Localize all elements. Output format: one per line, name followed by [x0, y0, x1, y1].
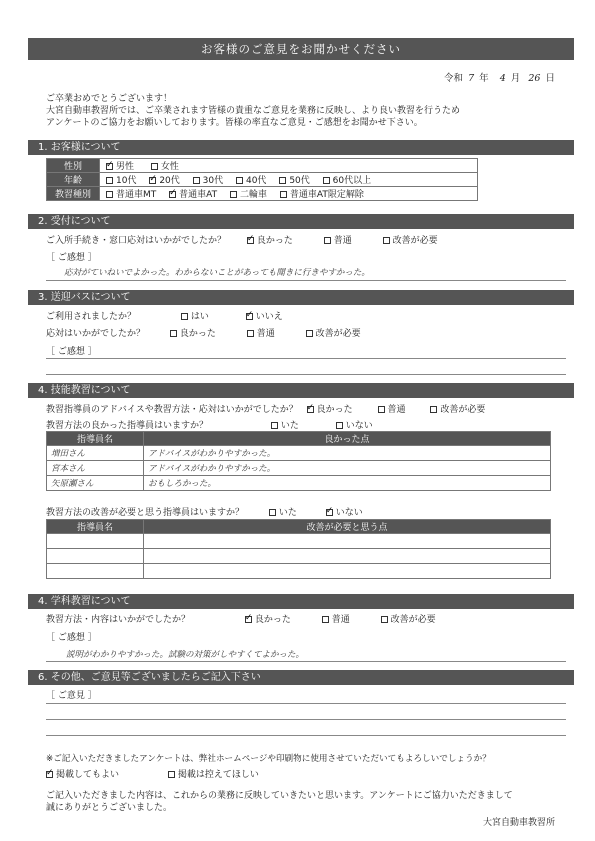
- skill-q2-row: 教習方法の良かった指導員はいますか？ いた いない: [46, 421, 373, 431]
- checkbox-age-50s[interactable]: [279, 177, 286, 184]
- checkbox-publish-no[interactable]: [168, 771, 175, 778]
- table-row: [47, 564, 551, 579]
- checkbox-skill-good[interactable]: [307, 406, 314, 413]
- instructor-name[interactable]: 宮本さん: [47, 461, 144, 476]
- table-row: [47, 549, 551, 564]
- table-row: [47, 461, 551, 476]
- checkbox-academic-good[interactable]: [245, 616, 252, 623]
- divider: [46, 735, 566, 736]
- section-skill: 4. 技能教習について: [28, 383, 574, 398]
- checkbox-reception-good[interactable]: [247, 237, 254, 244]
- era: 令和: [444, 73, 464, 84]
- bad-instructor-table: [46, 519, 551, 579]
- age-label: 年齢: [47, 173, 100, 187]
- good-instructor-table: [46, 431, 551, 491]
- day-unit: 日: [545, 73, 555, 84]
- checkbox-bad-yes[interactable]: [269, 509, 276, 516]
- reception-comment[interactable]: 応対がていねいでよかった。わからないことがあっても聞きに行きやすかった。: [64, 268, 370, 278]
- year-unit: 年: [479, 73, 489, 84]
- divider: [46, 661, 566, 662]
- instructor-point[interactable]: アドバイスがわかりやすかった。: [144, 446, 551, 461]
- checkbox-skill-normal[interactable]: [378, 406, 385, 413]
- checkbox-age-40s[interactable]: [236, 177, 243, 184]
- opinion-label: ［ ご意見 ］: [46, 691, 97, 701]
- checkbox-motorcycle[interactable]: [230, 191, 237, 198]
- checkbox-at-removal[interactable]: [280, 191, 287, 198]
- divider: [46, 374, 566, 375]
- organization-name: 大宮自動車教習所: [482, 818, 555, 828]
- academic-question: 教習方法・内容はいかがでしたか？: [46, 615, 191, 625]
- checkbox-mt[interactable]: [106, 191, 113, 198]
- reception-impression-label: ［ ご感想 ］: [46, 253, 97, 263]
- day-value[interactable]: 26: [528, 73, 541, 84]
- bus-impression-label: ［ ご感想 ］: [46, 347, 97, 357]
- checkbox-age-30s[interactable]: [193, 177, 200, 184]
- divider: [46, 719, 566, 720]
- checkbox-age-10s[interactable]: [106, 177, 113, 184]
- section-other: 6. その他、ご意見等ございましたらご記入下さい: [28, 670, 574, 685]
- divider: [46, 280, 566, 281]
- bus-service-row: 応対はいかがでしたか？ 良かった 普通 改善が必要: [46, 329, 361, 339]
- checkbox-academic-normal[interactable]: [322, 616, 329, 623]
- checkbox-female[interactable]: [151, 163, 158, 170]
- skill-advice-question: 教習指導員のアドバイスや教習方法・応対はいかがでしたか？: [46, 405, 298, 415]
- gender-label: 性別: [47, 159, 100, 173]
- bus-service-question: 応対はいかがでしたか？: [46, 329, 146, 339]
- instructor-name[interactable]: 矢原瀬さん: [47, 476, 144, 491]
- skill-q1-row: 教習指導員のアドバイスや教習方法・応対はいかがでしたか？ ✓ 良かった 普通 改善が必要: [46, 402, 485, 415]
- checkbox-bus-normal[interactable]: [247, 330, 254, 337]
- checkbox-bus-yes[interactable]: [181, 313, 188, 320]
- intro-text: ご卒業おめでとうございます！ 大宮自動車教習所では、ご卒業されます皆様の貴重なご意見を業務に反映し、より良い教習を行うため アンケートのご協力をお願いしております。皆様の率直なご意見・ご感想をお聞かせ下さい。: [46, 94, 461, 128]
- checkbox-male[interactable]: [106, 163, 113, 170]
- instructor-point[interactable]: おもしろかった。: [144, 476, 551, 491]
- good-instructor-question: 教習方法の良かった指導員はいますか？: [46, 421, 209, 431]
- bus-usage-question: ご利用されましたか？: [46, 312, 137, 322]
- section-reception: 2. 受付について: [28, 214, 574, 229]
- academic-question-row: 教習方法・内容はいかがでしたか？ ✓ 良かった 普通 改善が必要: [46, 612, 436, 625]
- checkbox-age-60s[interactable]: [323, 177, 330, 184]
- academic-comment[interactable]: 説明がわかりやすかった。試験の対策がしやすくてよかった。: [66, 650, 305, 660]
- skill-q3-row: 教習方法の改善が必要と思う指導員はいますか？ いた ✓ いない: [46, 505, 363, 518]
- checkbox-bad-no[interactable]: [326, 509, 333, 516]
- year-value[interactable]: 7: [468, 73, 475, 84]
- closing-text: ご記入いただきました内容は、これからの業務に反映していきたいと思います。アンケートにご協力いただきまして 誠にありがとうございました。: [46, 791, 513, 813]
- reception-question: ご入所手続き・窓口応対はいかがでしたか？: [46, 236, 227, 246]
- good-col-point: 良かった点: [144, 432, 551, 446]
- date: [444, 70, 555, 84]
- good-col-name: 指導員名: [47, 432, 144, 446]
- divider: [46, 703, 566, 704]
- instructor-point[interactable]: アドバイスがわかりやすかった。: [144, 461, 551, 476]
- bad-col-name: 指導員名: [47, 520, 144, 534]
- checkbox-reception-normal[interactable]: [324, 237, 331, 244]
- month-unit: 月: [510, 73, 521, 84]
- checkbox-good-no[interactable]: [336, 422, 343, 429]
- checkbox-skill-improve[interactable]: [430, 406, 437, 413]
- table-row: [47, 446, 551, 461]
- checkbox-reception-improve[interactable]: [383, 237, 390, 244]
- table-row: [47, 476, 551, 491]
- checkbox-age-20s[interactable]: [149, 177, 156, 184]
- reception-question-row: ご入所手続き・窓口応対はいかがでしたか？ ✓ 良かった 普通 改善が必要: [46, 233, 438, 246]
- month-value[interactable]: 4: [499, 73, 506, 84]
- section-academic: 4. 学科教習について: [28, 594, 574, 609]
- bad-instructor-question: 教習方法の改善が必要と思う指導員はいますか？: [46, 508, 245, 518]
- customer-table: 性別 ✓ 男性 女性 年齢 10代 ✓ 20代 30代 40代 50代 60代以上 教習種別 普通車MT ✓ 普通車AT 二輪車 普通車AT限定解除: [46, 158, 478, 201]
- form-title: お客様のご意見をお聞かせください: [28, 38, 574, 60]
- consent-question: ※ご記入いただきましたアンケートは、弊社ホームページや印刷物に使用させていただいてもよろしいでしょうか？: [46, 754, 491, 764]
- checkbox-academic-improve[interactable]: [381, 616, 388, 623]
- checkbox-bus-improve[interactable]: [306, 330, 313, 337]
- checkbox-bus-no[interactable]: [246, 313, 253, 320]
- bus-usage-row: ご利用されましたか？ はい ✓ いいえ: [46, 309, 283, 322]
- bad-col-point: 改善が必要と思う点: [144, 520, 551, 534]
- checkbox-at[interactable]: [169, 191, 176, 198]
- course-label: 教習種別: [47, 187, 100, 201]
- section-customer: 1. お客様について: [28, 140, 574, 155]
- table-row: [47, 534, 551, 549]
- instructor-name[interactable]: 増田さん: [47, 446, 144, 461]
- checkbox-publish-ok[interactable]: [46, 771, 53, 778]
- academic-impression-label: ［ ご感想 ］: [46, 633, 97, 643]
- consent-options: ✓掲載してもよい 掲載は控えてほしい: [46, 767, 259, 780]
- checkbox-good-yes[interactable]: [271, 422, 278, 429]
- divider: [46, 358, 566, 359]
- section-bus: 3. 送迎バスについて: [28, 290, 574, 305]
- checkbox-bus-good[interactable]: [170, 330, 177, 337]
